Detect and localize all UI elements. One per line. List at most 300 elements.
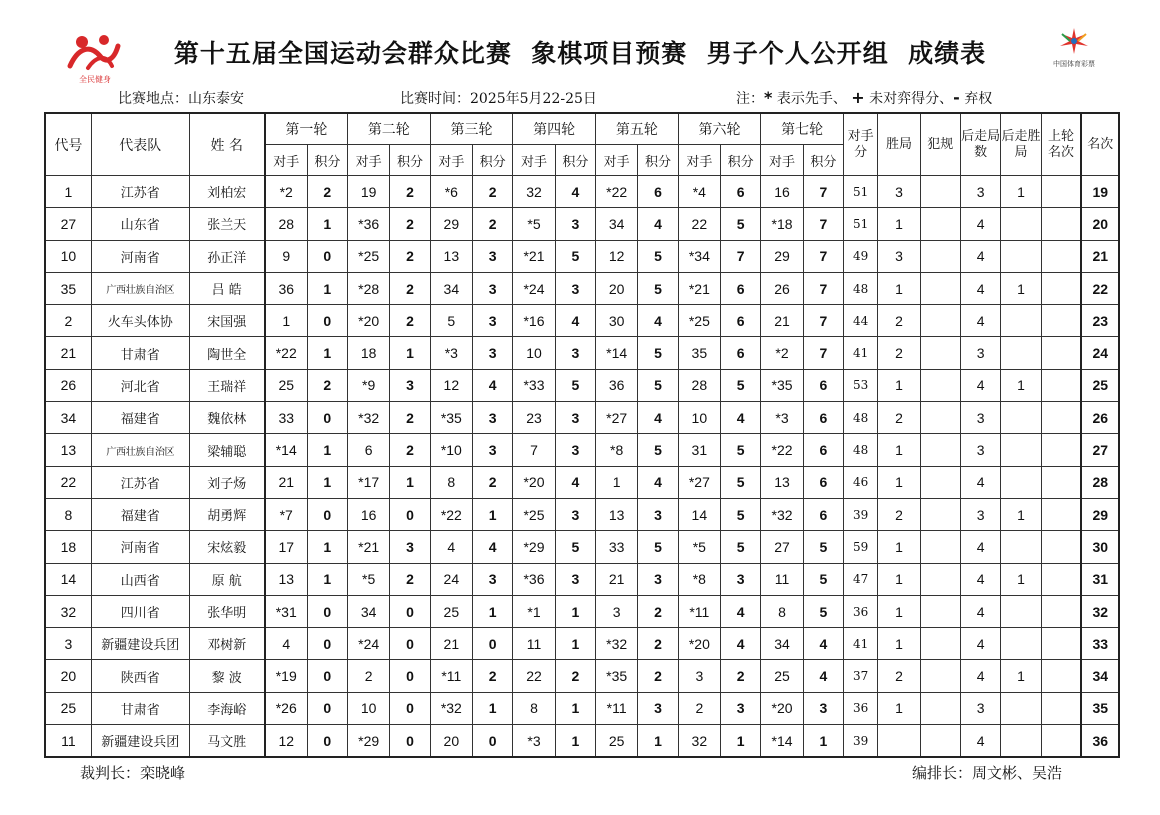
round-1-score: 0 (307, 628, 347, 660)
round-1-score: 0 (307, 660, 347, 692)
round-5-score: 5 (638, 369, 678, 401)
wins-cell: 1 (878, 466, 920, 498)
round-3-opponent: *22 (430, 498, 472, 530)
team-cell: 江苏省 (91, 466, 189, 498)
col-round-2-opp: 对手 (347, 145, 389, 176)
round-6-score: 6 (721, 337, 761, 369)
opponent-score-total: 39 (844, 725, 878, 758)
round-6-opponent: *27 (678, 466, 720, 498)
table-row (45, 563, 1119, 595)
fouls-cell (920, 434, 960, 466)
prev-rank-cell (1041, 692, 1081, 724)
player-code: 10 (45, 240, 91, 272)
round-2-score: 0 (390, 628, 430, 660)
round-5-opponent: 21 (596, 563, 638, 595)
table-row (45, 337, 1119, 369)
round-6-score: 5 (721, 434, 761, 466)
fouls-cell (920, 466, 960, 498)
rank-cell: 20 (1081, 208, 1119, 240)
col-wins: 胜局 (878, 113, 920, 176)
player-code: 14 (45, 563, 91, 595)
player-name: 王瑞祥 (189, 369, 265, 401)
logo-china-sports-lottery (1036, 26, 1112, 74)
black-wins-cell (1001, 305, 1041, 337)
round-7-opponent: *18 (761, 208, 803, 240)
table-row (45, 434, 1119, 466)
wins-cell (878, 725, 920, 758)
prev-rank-cell (1041, 208, 1081, 240)
round-1-opponent: 4 (265, 628, 307, 660)
round-6-opponent: 35 (678, 337, 720, 369)
fouls-cell (920, 531, 960, 563)
rank-cell: 32 (1081, 595, 1119, 627)
round-6-score: 6 (721, 272, 761, 304)
black-games-cell: 3 (960, 692, 1000, 724)
round-1-score: 1 (307, 531, 347, 563)
round-4-opponent: 23 (513, 402, 555, 434)
round-6-score: 5 (721, 369, 761, 401)
round-2-opponent: *29 (347, 725, 389, 758)
col-round-5: 第五轮 (596, 113, 679, 145)
fouls-cell (920, 660, 960, 692)
round-3-score: 2 (473, 208, 513, 240)
round-5-score: 4 (638, 466, 678, 498)
fouls-cell (920, 176, 960, 208)
round-5-score: 5 (638, 531, 678, 563)
round-1-score: 0 (307, 402, 347, 434)
round-4-opponent: 11 (513, 628, 555, 660)
fouls-cell (920, 337, 960, 369)
round-3-opponent: 8 (430, 466, 472, 498)
round-3-score: 2 (473, 466, 513, 498)
round-7-score: 6 (803, 434, 843, 466)
col-prev-rank: 上轮名次 (1041, 113, 1081, 176)
opponent-score-total: 51 (844, 176, 878, 208)
black-games-cell: 3 (960, 337, 1000, 369)
round-5-opponent: *32 (596, 628, 638, 660)
rank-cell: 34 (1081, 660, 1119, 692)
logo-quanmin-jianshen (60, 26, 130, 88)
prev-rank-cell (1041, 466, 1081, 498)
round-7-score: 7 (803, 305, 843, 337)
col-round-1-opp: 对手 (265, 145, 307, 176)
rank-cell: 25 (1081, 369, 1119, 401)
rank-cell: 30 (1081, 531, 1119, 563)
col-round-1: 第一轮 (265, 113, 348, 145)
round-6-score: 4 (721, 595, 761, 627)
player-name: 马文胜 (189, 725, 265, 758)
results-table (44, 112, 1120, 758)
black-games-cell: 4 (960, 595, 1000, 627)
col-round-2-pts: 积分 (390, 145, 430, 176)
round-6-score: 4 (721, 402, 761, 434)
round-1-opponent: *7 (265, 498, 307, 530)
round-3-opponent: 21 (430, 628, 472, 660)
col-round-3: 第三轮 (430, 113, 513, 145)
col-round-2: 第二轮 (347, 113, 430, 145)
round-4-score: 5 (555, 240, 595, 272)
round-7-opponent: 25 (761, 660, 803, 692)
black-wins-cell (1001, 531, 1041, 563)
round-3-opponent: *32 (430, 692, 472, 724)
black-games-cell: 4 (960, 466, 1000, 498)
round-5-opponent: *11 (596, 692, 638, 724)
fouls-cell (920, 725, 960, 758)
rank-cell: 23 (1081, 305, 1119, 337)
col-round-4-opp: 对手 (513, 145, 555, 176)
opponent-score-total: 53 (844, 369, 878, 401)
round-5-score: 2 (638, 628, 678, 660)
table-row (45, 272, 1119, 304)
legend-note (736, 88, 992, 108)
results-table-wrapper (44, 112, 1120, 758)
wins-cell: 2 (878, 660, 920, 692)
round-1-opponent: 36 (265, 272, 307, 304)
round-7-score: 7 (803, 272, 843, 304)
round-3-opponent: 5 (430, 305, 472, 337)
wins-cell: 2 (878, 337, 920, 369)
round-7-score: 6 (803, 498, 843, 530)
round-5-score: 3 (638, 498, 678, 530)
fouls-cell (920, 305, 960, 337)
player-name: 孙正洋 (189, 240, 265, 272)
round-1-opponent: 13 (265, 563, 307, 595)
wins-cell: 1 (878, 434, 920, 466)
round-4-opponent: *5 (513, 208, 555, 240)
round-7-score: 4 (803, 660, 843, 692)
round-7-score: 1 (803, 725, 843, 758)
round-7-opponent: 8 (761, 595, 803, 627)
opponent-score-total: 39 (844, 498, 878, 530)
round-6-score: 6 (721, 305, 761, 337)
legend-minus-symbol: - (953, 88, 960, 107)
round-3-score: 3 (473, 434, 513, 466)
col-black-wins: 后走胜局 (1001, 113, 1041, 176)
round-6-score: 5 (721, 498, 761, 530)
round-7-opponent: *35 (761, 369, 803, 401)
round-3-opponent: 20 (430, 725, 472, 758)
player-code: 8 (45, 498, 91, 530)
round-1-opponent: *31 (265, 595, 307, 627)
dates-label: 比赛时间：2025年5月22-25日 (400, 91, 597, 107)
player-code: 32 (45, 595, 91, 627)
prev-rank-cell (1041, 563, 1081, 595)
player-name: 吕 皓 (189, 272, 265, 304)
black-wins-cell (1001, 466, 1041, 498)
round-4-score: 2 (555, 660, 595, 692)
round-1-opponent: *19 (265, 660, 307, 692)
round-6-opponent: *11 (678, 595, 720, 627)
round-4-opponent: *3 (513, 725, 555, 758)
player-code: 22 (45, 466, 91, 498)
page-title: 第十五届全国运动会群众比赛 象棋项目预赛 男子个人公开组 成绩表 (173, 39, 987, 68)
col-team: 代表队 (91, 113, 189, 176)
round-4-score: 1 (555, 725, 595, 758)
round-2-opponent: 10 (347, 692, 389, 724)
wins-cell: 2 (878, 305, 920, 337)
round-5-score: 5 (638, 337, 678, 369)
round-1-opponent: *22 (265, 337, 307, 369)
round-5-score: 4 (638, 305, 678, 337)
round-2-score: 2 (390, 402, 430, 434)
black-wins-cell: 1 (1001, 660, 1041, 692)
col-code: 代号 (45, 113, 91, 176)
round-4-score: 3 (555, 272, 595, 304)
round-1-opponent: 17 (265, 531, 307, 563)
round-2-score: 2 (390, 305, 430, 337)
fouls-cell (920, 240, 960, 272)
round-5-opponent: *8 (596, 434, 638, 466)
wins-cell: 3 (878, 240, 920, 272)
round-5-opponent: *14 (596, 337, 638, 369)
round-3-opponent: *6 (430, 176, 472, 208)
round-2-opponent: 16 (347, 498, 389, 530)
round-7-opponent: 29 (761, 240, 803, 272)
team-cell: 新疆建设兵团 (91, 725, 189, 758)
legend-prefix: 注： (736, 91, 764, 107)
round-1-opponent: 9 (265, 240, 307, 272)
round-3-score: 1 (473, 595, 513, 627)
wins-cell: 2 (878, 402, 920, 434)
black-games-cell: 4 (960, 208, 1000, 240)
round-2-score: 2 (390, 208, 430, 240)
round-1-score: 1 (307, 337, 347, 369)
round-6-opponent: 31 (678, 434, 720, 466)
round-6-opponent: *25 (678, 305, 720, 337)
player-name: 梁辅聪 (189, 434, 265, 466)
round-1-opponent: *14 (265, 434, 307, 466)
table-row (45, 692, 1119, 724)
player-code: 13 (45, 434, 91, 466)
fouls-cell (920, 208, 960, 240)
rank-cell: 28 (1081, 466, 1119, 498)
wins-cell: 3 (878, 176, 920, 208)
prev-rank-cell (1041, 337, 1081, 369)
black-wins-cell (1001, 692, 1041, 724)
wins-cell: 1 (878, 531, 920, 563)
col-black-games: 后走局数 (960, 113, 1000, 176)
prev-rank-cell (1041, 595, 1081, 627)
table-row (45, 595, 1119, 627)
player-code: 35 (45, 272, 91, 304)
round-1-score: 1 (307, 434, 347, 466)
fouls-cell (920, 628, 960, 660)
round-1-score: 0 (307, 498, 347, 530)
round-4-score: 3 (555, 208, 595, 240)
black-games-cell: 3 (960, 498, 1000, 530)
round-7-opponent: 34 (761, 628, 803, 660)
round-6-opponent: 32 (678, 725, 720, 758)
round-6-score: 5 (721, 208, 761, 240)
round-5-opponent: 34 (596, 208, 638, 240)
round-2-score: 1 (390, 466, 430, 498)
round-2-opponent: 2 (347, 660, 389, 692)
prev-rank-cell (1041, 531, 1081, 563)
fouls-cell (920, 498, 960, 530)
round-5-score: 4 (638, 208, 678, 240)
team-cell: 山西省 (91, 563, 189, 595)
round-1-score: 0 (307, 725, 347, 758)
round-4-opponent: *1 (513, 595, 555, 627)
opponent-score-total: 48 (844, 272, 878, 304)
round-2-score: 0 (390, 725, 430, 758)
player-name: 张华明 (189, 595, 265, 627)
prev-rank-cell (1041, 305, 1081, 337)
round-2-score: 0 (390, 660, 430, 692)
round-7-score: 7 (803, 337, 843, 369)
round-3-opponent: 13 (430, 240, 472, 272)
round-3-score: 0 (473, 725, 513, 758)
col-fouls: 犯规 (920, 113, 960, 176)
col-round-5-opp: 对手 (596, 145, 638, 176)
team-cell: 福建省 (91, 498, 189, 530)
round-5-score: 2 (638, 595, 678, 627)
team-cell: 福建省 (91, 402, 189, 434)
round-7-score: 3 (803, 692, 843, 724)
col-round-7: 第七轮 (761, 113, 844, 145)
round-1-opponent: 1 (265, 305, 307, 337)
col-round-6: 第六轮 (678, 113, 761, 145)
fouls-cell (920, 402, 960, 434)
fouls-cell (920, 595, 960, 627)
col-name: 姓 名 (189, 113, 265, 176)
rank-cell: 22 (1081, 272, 1119, 304)
round-5-score: 2 (638, 660, 678, 692)
player-name: 黎 波 (189, 660, 265, 692)
round-7-score: 5 (803, 595, 843, 627)
legend-plus-text: 未对弈得分、 (864, 91, 954, 107)
round-4-score: 3 (555, 498, 595, 530)
round-6-opponent: 28 (678, 369, 720, 401)
black-wins-cell: 1 (1001, 272, 1041, 304)
table-row (45, 305, 1119, 337)
opponent-score-total: 47 (844, 563, 878, 595)
black-games-cell: 4 (960, 305, 1000, 337)
black-games-cell: 4 (960, 628, 1000, 660)
round-3-opponent: 4 (430, 531, 472, 563)
rank-cell: 31 (1081, 563, 1119, 595)
round-3-opponent: *35 (430, 402, 472, 434)
round-2-score: 0 (390, 498, 430, 530)
round-2-opponent: *25 (347, 240, 389, 272)
wins-cell: 1 (878, 595, 920, 627)
round-7-opponent: *2 (761, 337, 803, 369)
team-cell: 江苏省 (91, 176, 189, 208)
prev-rank-cell (1041, 176, 1081, 208)
round-6-opponent: *21 (678, 272, 720, 304)
opponent-score-total: 49 (844, 240, 878, 272)
col-round-3-opp: 对手 (430, 145, 472, 176)
player-name: 陶世全 (189, 337, 265, 369)
round-2-score: 2 (390, 563, 430, 595)
team-cell: 广西壮族自治区 (91, 272, 189, 304)
round-7-score: 7 (803, 176, 843, 208)
opponent-score-total: 51 (844, 208, 878, 240)
round-4-score: 4 (555, 305, 595, 337)
wins-cell: 1 (878, 272, 920, 304)
round-4-opponent: *16 (513, 305, 555, 337)
round-6-opponent: *34 (678, 240, 720, 272)
round-2-opponent: 34 (347, 595, 389, 627)
rank-cell: 29 (1081, 498, 1119, 530)
round-3-score: 1 (473, 692, 513, 724)
player-code: 2 (45, 305, 91, 337)
round-7-opponent: 27 (761, 531, 803, 563)
round-6-score: 2 (721, 660, 761, 692)
black-games-cell: 3 (960, 402, 1000, 434)
prev-rank-cell (1041, 434, 1081, 466)
round-2-opponent: 18 (347, 337, 389, 369)
round-3-score: 3 (473, 305, 513, 337)
round-2-opponent: *21 (347, 531, 389, 563)
round-7-score: 5 (803, 563, 843, 595)
round-6-opponent: *5 (678, 531, 720, 563)
round-5-score: 1 (638, 725, 678, 758)
round-4-score: 1 (555, 628, 595, 660)
round-2-opponent: *24 (347, 628, 389, 660)
round-2-opponent: *28 (347, 272, 389, 304)
wins-cell: 1 (878, 563, 920, 595)
round-4-opponent: *33 (513, 369, 555, 401)
round-6-score: 7 (721, 240, 761, 272)
team-cell: 广西壮族自治区 (91, 434, 189, 466)
round-5-score: 5 (638, 272, 678, 304)
player-name: 邓树新 (189, 628, 265, 660)
team-cell: 火车头体协 (91, 305, 189, 337)
legend-minus-text: 弃权 (959, 91, 993, 107)
round-3-opponent: *3 (430, 337, 472, 369)
team-cell: 山东省 (91, 208, 189, 240)
prev-rank-cell (1041, 402, 1081, 434)
prev-rank-cell (1041, 725, 1081, 758)
round-5-opponent: 30 (596, 305, 638, 337)
round-1-score: 0 (307, 595, 347, 627)
round-7-score: 6 (803, 369, 843, 401)
player-name: 张兰天 (189, 208, 265, 240)
round-5-score: 3 (638, 692, 678, 724)
player-code: 3 (45, 628, 91, 660)
black-wins-cell (1001, 402, 1041, 434)
team-cell: 四川省 (91, 595, 189, 627)
round-2-opponent: *17 (347, 466, 389, 498)
round-3-score: 3 (473, 402, 513, 434)
round-6-score: 3 (721, 692, 761, 724)
round-5-opponent: 36 (596, 369, 638, 401)
round-4-score: 4 (555, 466, 595, 498)
round-4-score: 3 (555, 337, 595, 369)
black-games-cell: 3 (960, 434, 1000, 466)
black-wins-cell: 1 (1001, 563, 1041, 595)
col-round-4: 第四轮 (513, 113, 596, 145)
rank-cell: 27 (1081, 434, 1119, 466)
table-row (45, 531, 1119, 563)
round-2-score: 1 (390, 337, 430, 369)
table-row (45, 466, 1119, 498)
table-row (45, 176, 1119, 208)
round-3-opponent: *11 (430, 660, 472, 692)
opponent-score-total: 48 (844, 434, 878, 466)
round-7-score: 6 (803, 402, 843, 434)
round-1-score: 1 (307, 272, 347, 304)
black-wins-cell (1001, 240, 1041, 272)
round-4-opponent: 22 (513, 660, 555, 692)
round-6-opponent: 10 (678, 402, 720, 434)
round-7-opponent: *22 (761, 434, 803, 466)
round-2-opponent: *36 (347, 208, 389, 240)
round-2-score: 3 (390, 369, 430, 401)
round-6-score: 3 (721, 563, 761, 595)
black-games-cell: 4 (960, 725, 1000, 758)
